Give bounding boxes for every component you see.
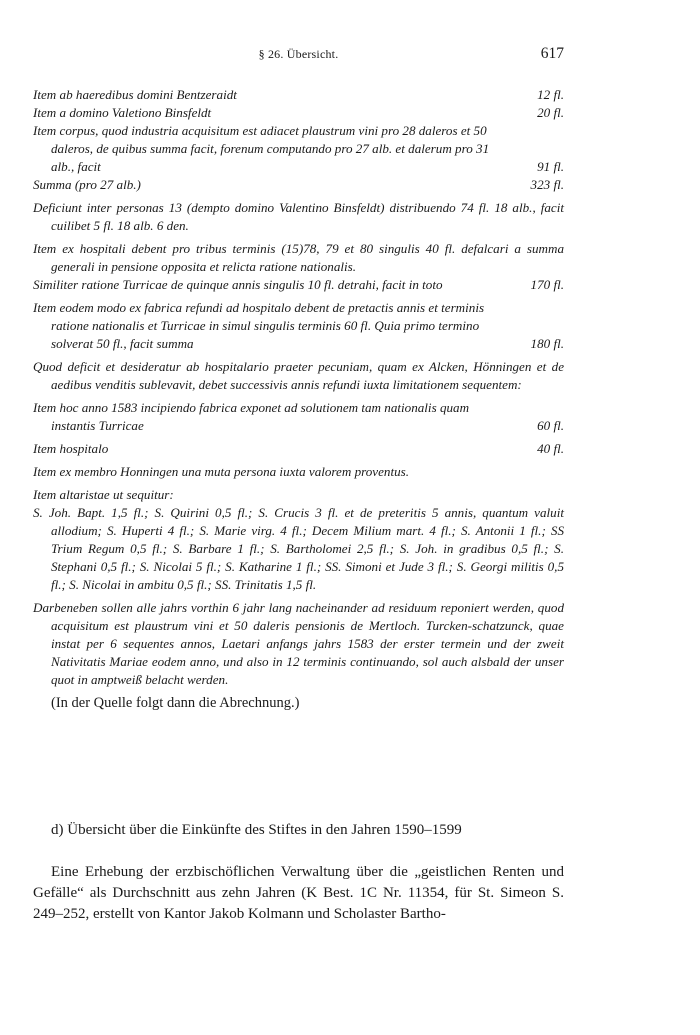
entry-amount: 60 fl. bbox=[537, 418, 564, 433]
ledger-entries bbox=[33, 86, 564, 713]
ledger-entry: S. Joh. Bapt. 1,5 fl.; S. Quirini 0,5 fl.; S. Crucis 3 fl. et de preteritis 5 annis, quantum valuit allodium; S. Huperti 4 fl.; S. Marie virg. 4 fl.; Decem Milium mart. 4 fl.; S. Antonii 1 fl.; SS Trium Regum 0,5 fl.; S. Barbare 1 fl.; S. Bartholomei 2,5 fl.; S. Joh. in gradibus 0,5 fl.; S. Stephani 0,5 fl.; S. Nicolai 5 fl.; S. Katharine 1 fl.; SS. Simoni et Jude 3 fl.; S. Georgi militis 0,5 fl.; S. Nicolai in ambitu 0,5 fl.; SS. Trinitatis 1,5 fl. bbox=[33, 505, 564, 592]
ledger-entry: Item ex membro Honningen una muta persona iuxta valorem proventus. bbox=[33, 464, 410, 479]
source-note: (In der Quelle folgt dann die Abrechnung.) bbox=[51, 695, 300, 711]
ledger-entry: Item eodem modo ex fabrica refundi ad hospitalo debent de pretactis annis et terminis ratione nationalis et Turricae in simul singulis terminis 60 fl. Quia primo termino solverat 50 fl., facit summa 180 fl. bbox=[33, 300, 564, 351]
ledger-entry: Item ab haeredibus domini Bentzeraidt 12 fl. bbox=[33, 87, 564, 102]
page-number: 617 bbox=[540, 45, 564, 62]
entry-amount: 12 fl. bbox=[537, 87, 564, 102]
entry-amount: 323 fl. bbox=[530, 177, 564, 192]
ledger-entry: Item a domino Valetiono Binsfeldt 20 fl. bbox=[33, 105, 564, 120]
ledger-entry: Similiter ratione Turricae de quinque annis singulis 10 fl. detrahi, facit in toto 170 fl. bbox=[33, 277, 564, 292]
entry-amount: 180 fl. bbox=[530, 336, 564, 351]
ledger-entry: Darbeneben sollen alle jahrs vorthin 6 jahr lang nacheinander ad residuum reponiert werden, quod acquisitum est plaustrum vini et 50 daleris pensionis de Mertloch. Turcken-schatzunck, quae instat per 6 sequentes annos, Laetari anfangs jahrs 1583 der erster termein und der zweit Nativitatis Mariae eodem anno, und also in 12 terminis continuando, sol auch alsbald der unser quot in amptweiß belacht werden. bbox=[33, 600, 564, 687]
ledger-entry: Deficiunt inter personas 13 (dempto domino Valentino Binsfeldt) distribuendo 74 fl. 18 alb., facit cuilibet 5 fl. 18 alb. 6 den. bbox=[33, 200, 564, 233]
entry-amount: 20 fl. bbox=[537, 105, 564, 120]
ledger-entry: Summa (pro 27 alb.) 323 fl. bbox=[33, 177, 564, 192]
ledger-entry: Item altaristae ut sequitur: bbox=[33, 487, 174, 502]
entry-amount: 91 fl. bbox=[537, 159, 564, 174]
running-head: § 26. Übersicht. bbox=[258, 47, 339, 61]
ledger-entry: Item ex hospitali debent pro tribus terminis (15)78, 79 et 80 singulis 40 fl. defalcari a summa generali in pensione opposita et relicta ratione nationalis. bbox=[33, 241, 564, 274]
page-header bbox=[33, 47, 564, 67]
section-title: d) Übersicht über die Einkünfte des Stiftes in den Jahren 1590–1599 bbox=[51, 822, 462, 838]
entry-amount: 40 fl. bbox=[537, 441, 564, 456]
ledger-entry: Item hospitalo 40 fl. bbox=[33, 441, 564, 456]
entry-amount: 170 fl. bbox=[530, 277, 564, 292]
ledger-entry: Item corpus, quod industria acquisitum est adiacet plaustrum vini pro 28 daleros et 50 daleros, de quibus summa facit, forenum computando pro 27 alb. et dalerum pro 31 alb., facit 91 fl. bbox=[33, 123, 564, 174]
body-paragraph: Eine Erhebung der erzbischöflichen Verwaltung über die „geistlichen Renten und Gefälle“ als Durchschnitt aus zehn Jahren (K Best. 1C Nr. 11354, für St. Simeon S. 249–252, erstellt von Kantor Jakob Kolmann und Scholaster Bartho- bbox=[33, 864, 564, 922]
ledger-entry: Quod deficit et desideratur ab hospitalario praeter pecuniam, quam ex Alcken, Hönningen et de aedibus venditis sublevavit, debet successivis annis refundi iuxta limitationem sequentem: bbox=[33, 359, 564, 392]
ledger-entry: Item hoc anno 1583 incipiendo fabrica exponet ad solutionem tam nationalis quam instantis Turricae 60 fl. bbox=[33, 400, 564, 433]
